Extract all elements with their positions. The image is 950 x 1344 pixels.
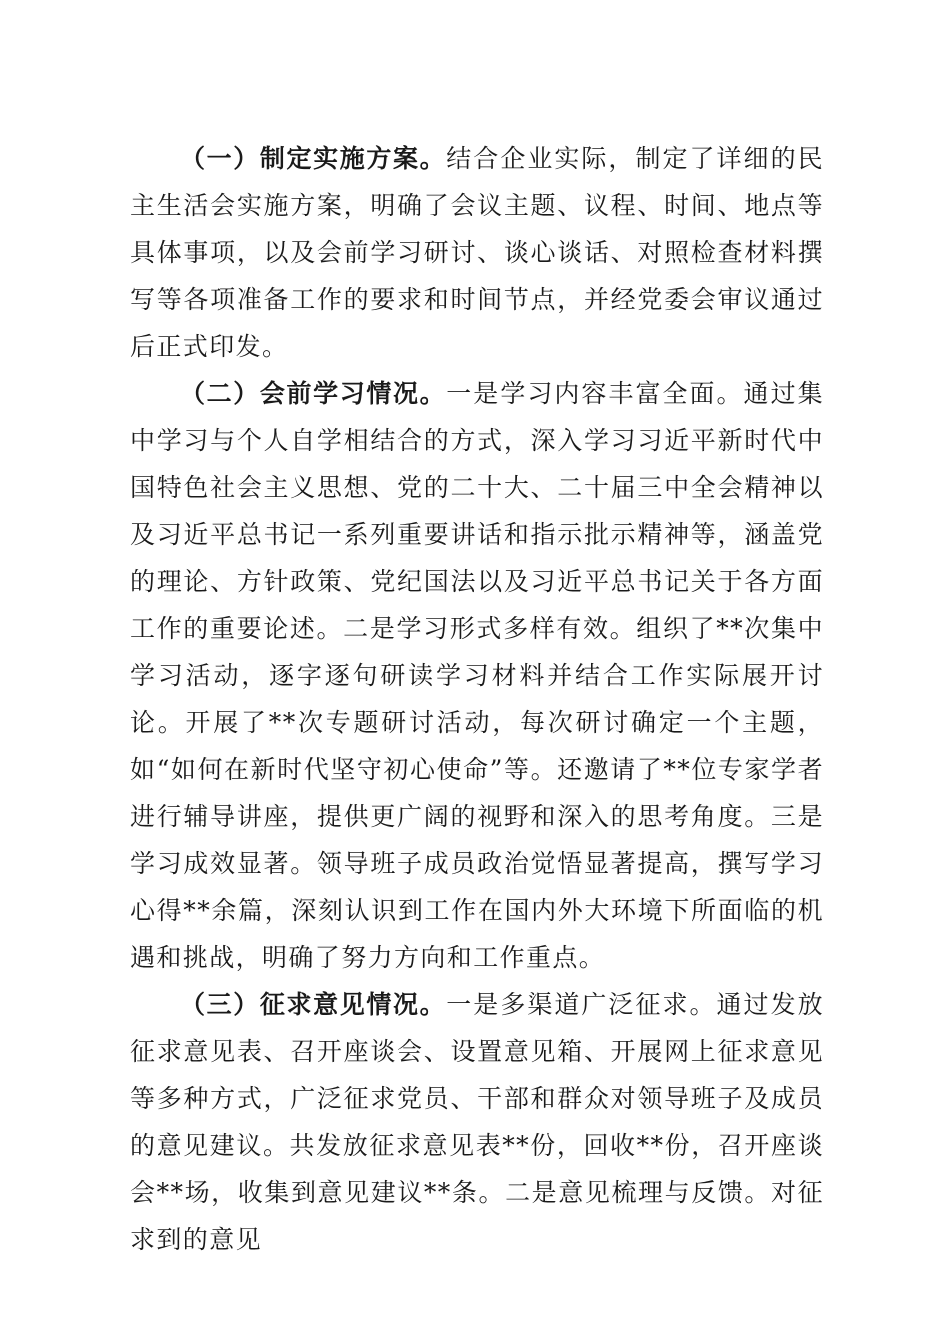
section-heading-3: （三）征求意见情况。 (180, 990, 447, 1019)
document-body (130, 135, 824, 1263)
paragraph-2 (130, 370, 824, 981)
paragraph-1-text: 结合企业实际，制定了详细的民主生活会实施方案，明确了会议主题、议程、时间、地点等具体事项，以及会前学习研讨、谈心谈话、对照检查材料撰写等各项准备工作的要求和时间节点，并经党委会审议通过后正式印发。 (130, 144, 824, 361)
section-heading-1: （一）制定实施方案。 (180, 144, 447, 173)
paragraph-3 (130, 981, 824, 1263)
paragraph-1 (130, 135, 824, 370)
paragraph-2-text: 一是学习内容丰富全面。通过集中学习与个人自学相结合的方式，深入学习习近平新时代中国特色社会主义思想、党的二十大、二十届三中全会精神以及习近平总书记一系列重要讲话和指示批示精神等，涵盖党的理论、方针政策、党纪国法以及习近平总书记关于各方面工作的重要论述。二是学习形式多样有效。组织了**次集中学习活动，逐字逐句研读学习材料并结合工作实际展开讨论。开展了**次专题研讨活动，每次研讨确定一个主题，如“如何在新时代坚守初心使命”等。还邀请了**位专家学者进行辅导讲座，提供更广阔的视野和深入的思考角度。三是学习成效显著。领导班子成员政治觉悟显著提高，撰写学习心得**余篇，深刻认识到工作在国内外大环境下所面临的机遇和挑战，明确了努力方向和工作重点。 (130, 379, 824, 972)
paragraph-3-text: 一是多渠道广泛征求。通过发放征求意见表、召开座谈会、设置意见箱、开展网上征求意见等多种方式，广泛征求党员、干部和群众对领导班子及成员的意见建议。共发放征求意见表**份，回收**份，召开座谈会**场，收集到意见建议**条。二是意见梳理与反馈。对征求到的意见 (130, 990, 824, 1254)
section-heading-2: （二）会前学习情况。 (180, 379, 447, 408)
